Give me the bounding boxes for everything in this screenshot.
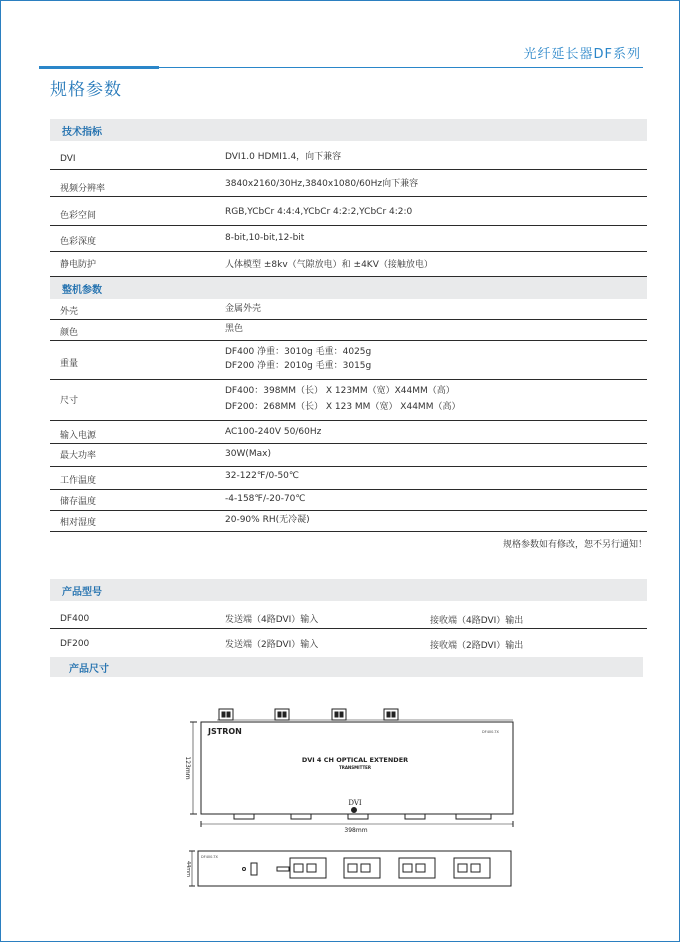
section-size-label: 产品尺寸: [69, 664, 109, 675]
brand-logo: JSTRON: [208, 727, 242, 736]
row-key: 颜色: [60, 328, 79, 338]
row-value: 32-122℉/0-50℃: [225, 471, 300, 481]
row-value: RGB,YCbCr 4:4:4,YCbCr 4:2:2,YCbCr 4:2:0: [225, 207, 413, 217]
rear-module-4: [454, 858, 490, 878]
product-drawing: [1, 1, 679, 941]
page-title: 规格参数: [50, 80, 122, 100]
row-key: 工作温度: [60, 476, 97, 486]
row-key: 静电防护: [60, 260, 97, 270]
row-value: 人体模型 ±8kv（气隙放电）和 ±4KV（接触放电）: [225, 260, 433, 270]
rear-module-2: [344, 858, 380, 878]
row-tx: 发送端（4路DVI）输入: [225, 615, 319, 625]
row-key: 视频分辨率: [60, 184, 106, 194]
row-value: DF400：398MM（长） X 123MM（宽）X44MM（高）: [225, 386, 455, 396]
rear-tag: DF400-TX: [201, 855, 218, 859]
row-value: DF400 净重：3010g 毛重：4025g: [225, 347, 372, 357]
section-models-label: 产品型号: [62, 587, 102, 598]
fiber-port-1: [219, 709, 233, 720]
row-key: 相对湿度: [60, 518, 97, 528]
fiber-port-4: [384, 709, 398, 720]
row-value-2: DF200 净重：2010g 毛重：3015g: [225, 361, 372, 371]
row-value: -4-158℉/-20-70℃: [225, 494, 306, 504]
row-value: DVI1.0 HDMI1.4，向下兼容: [225, 152, 342, 162]
row-rx: 接收端（2路DVI）输出: [430, 641, 524, 651]
row-key: 色彩空间: [60, 211, 97, 221]
row-key: 重量: [60, 359, 79, 369]
section-tech-label: 技术指标: [62, 127, 102, 138]
row-key: DF200: [60, 639, 90, 649]
row-key: 储存温度: [60, 497, 97, 507]
depth-dimension: 44mm: [185, 860, 191, 878]
height-dimension: 123mm: [184, 756, 191, 780]
row-key: 尺寸: [60, 396, 79, 406]
row-value: AC100-240V 50/60Hz: [225, 427, 322, 437]
model-tag: DF400-TX: [482, 730, 499, 734]
row-key: DVI: [60, 154, 76, 164]
row-key: 输入电源: [60, 431, 97, 441]
fiber-port-2: [275, 709, 289, 720]
row-value: 20-90% RH(无冷凝): [225, 515, 310, 525]
row-value: 30W(Max): [225, 449, 271, 459]
row-value-2: DF200：268MM（长） X 123 MM（宽） X44MM（高）: [225, 402, 461, 412]
rear-view: [189, 851, 511, 886]
product-sub: TRANSMITTER: [339, 765, 371, 770]
spec-notice: 规格参数如有修改，恕不另行通知！: [502, 540, 647, 550]
width-dimension: 398mm: [344, 827, 368, 834]
row-value: 8-bit,10-bit,12-bit: [225, 233, 305, 243]
rear-module-1: [290, 858, 326, 878]
row-key: DF400: [60, 614, 90, 624]
series-title: 光纤延长器DF系列: [523, 47, 641, 62]
section-machine-label: 整机参数: [62, 285, 102, 296]
fiber-port-3: [332, 709, 346, 720]
dvi-label: DVI: [348, 799, 362, 807]
rear-module-3: [399, 858, 435, 878]
row-key: 色彩深度: [60, 237, 97, 247]
row-tx: 发送端（2路DVI）输入: [225, 640, 319, 650]
row-value: 3840x2160/30Hz,3840x1080/60Hz向下兼容: [225, 179, 419, 189]
product-name: DVI 4 CH OPTICAL EXTENDER: [301, 756, 409, 764]
row-rx: 接收端（4路DVI）输出: [430, 616, 524, 626]
row-value: 金属外壳: [225, 304, 262, 314]
row-value: 黑色: [225, 324, 244, 334]
row-key: 最大功率: [60, 451, 97, 461]
row-key: 外壳: [60, 307, 79, 317]
